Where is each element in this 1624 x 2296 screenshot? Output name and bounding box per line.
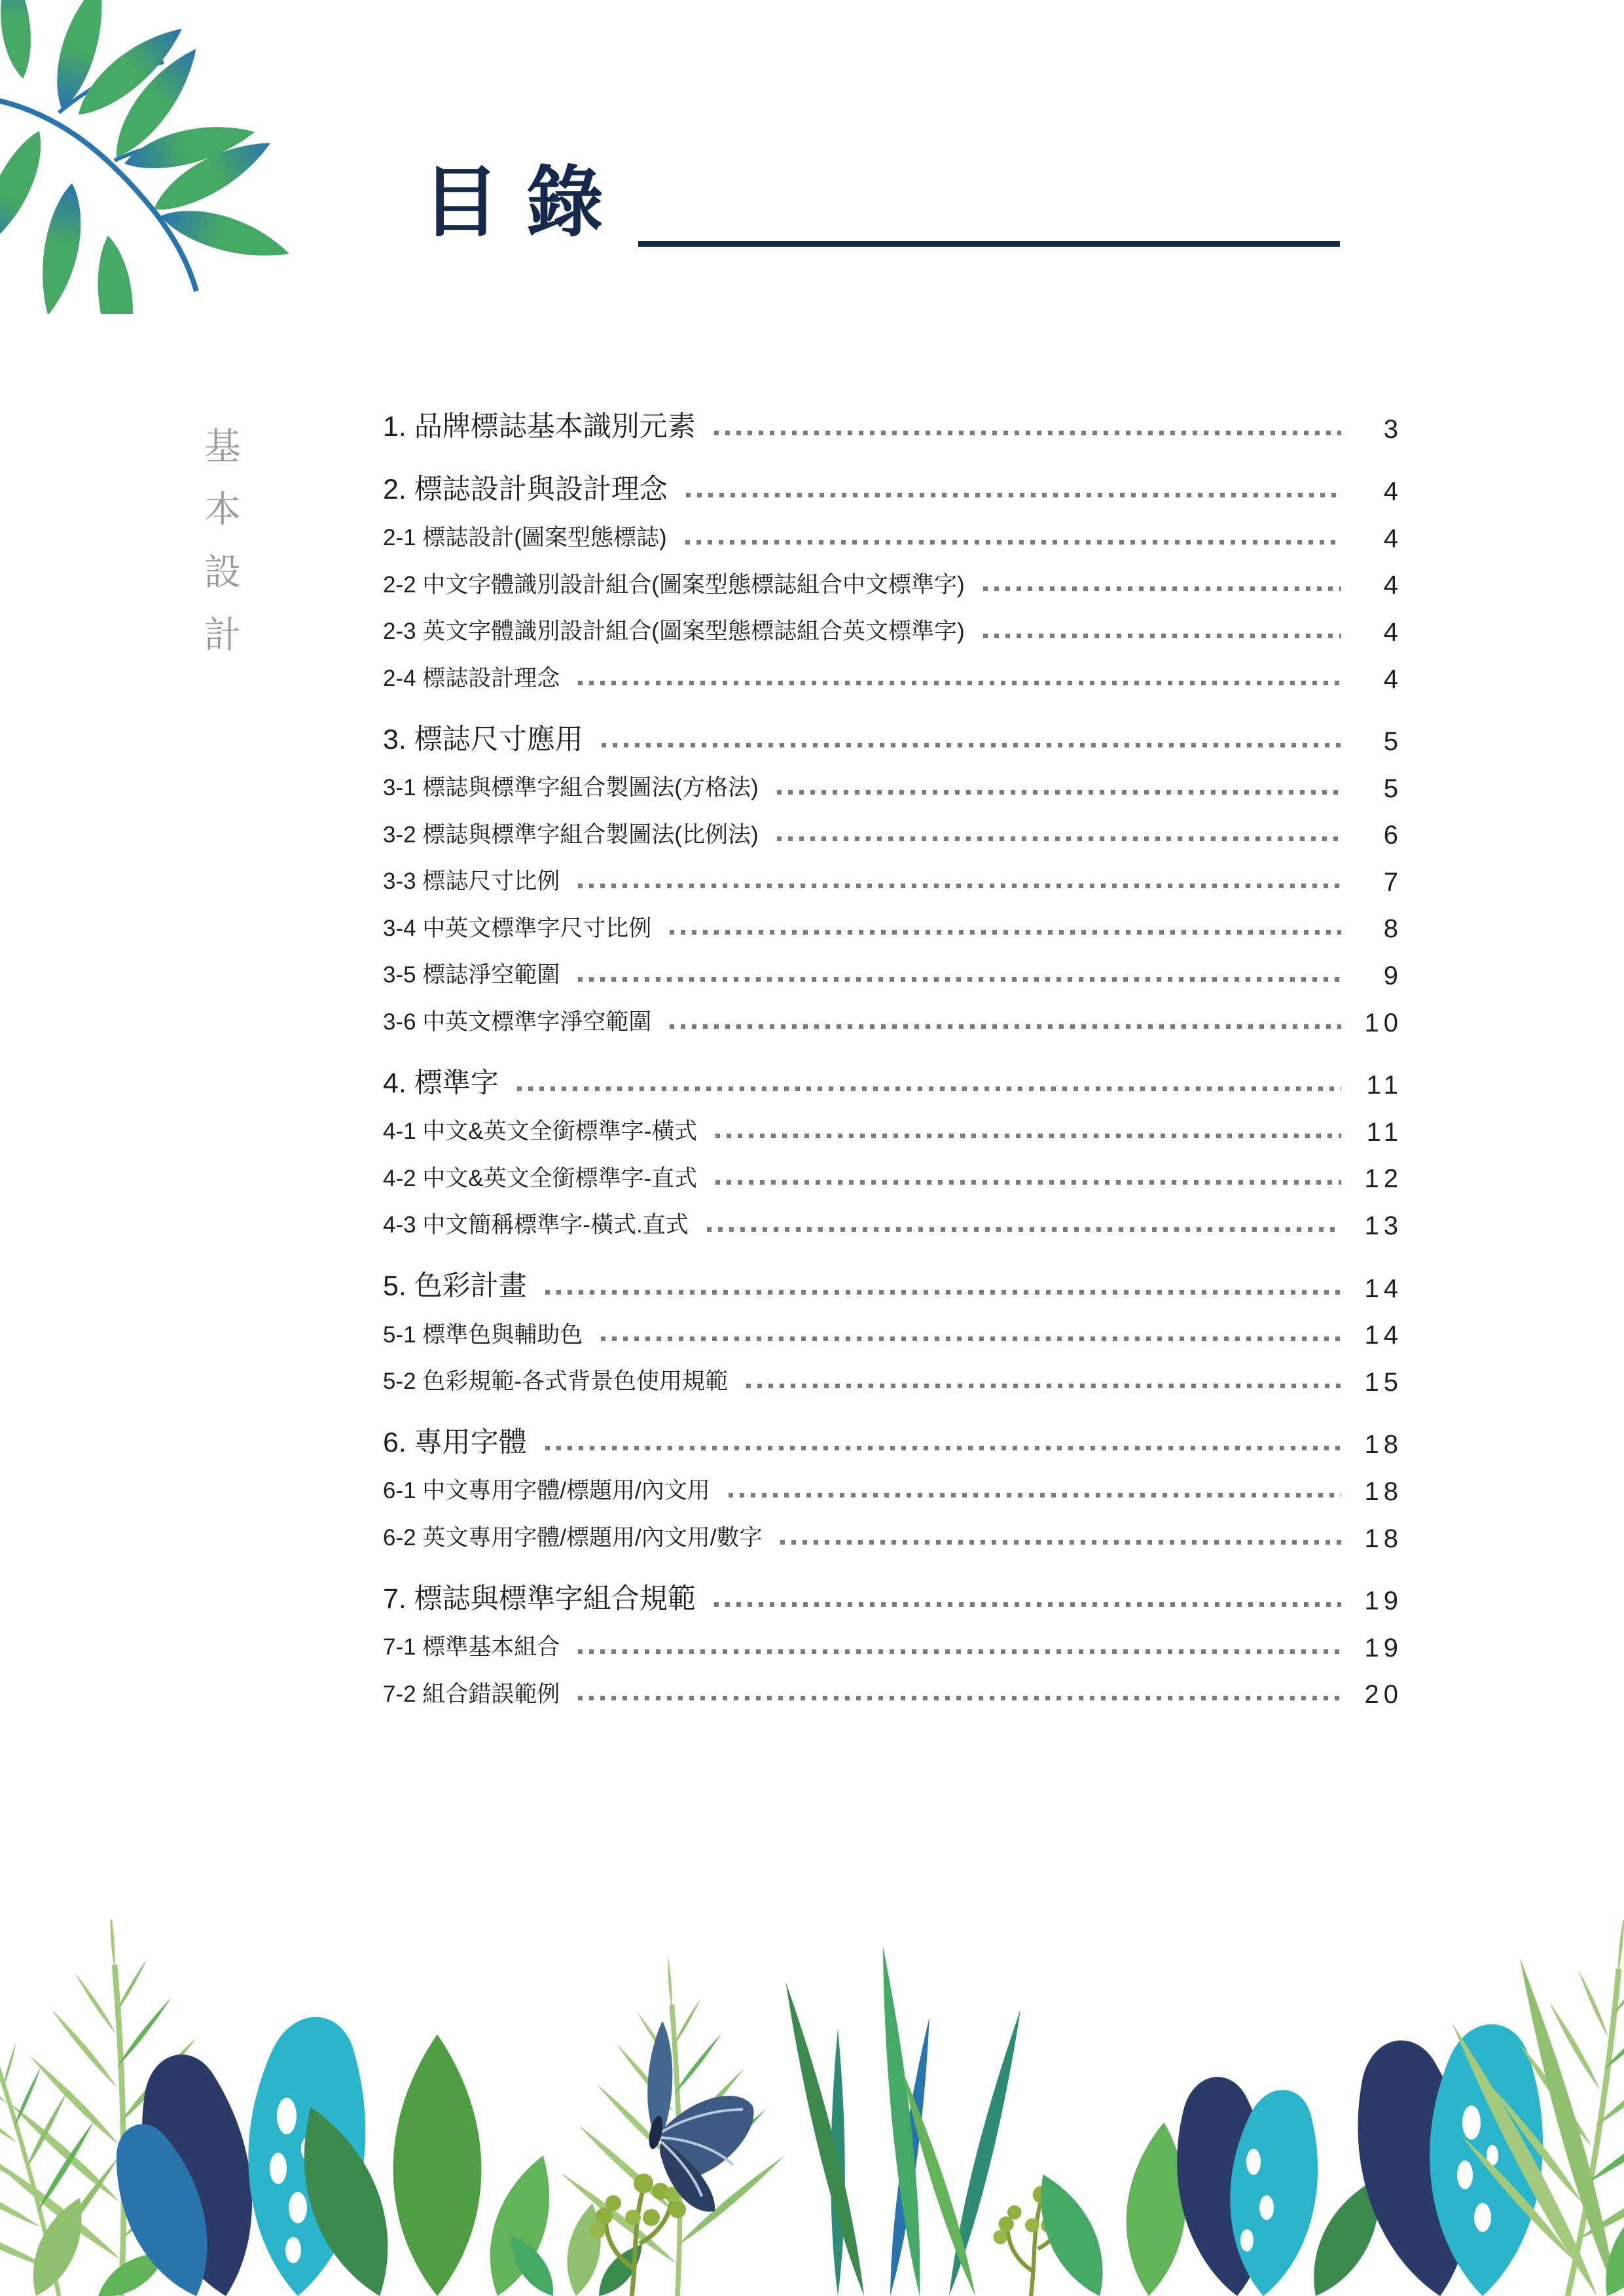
toc-entry[interactable]: [383, 1069, 1403, 1099]
toc-entry[interactable]: [383, 1009, 1403, 1036]
toc-entry-label: 3-3 標誌尺寸比例: [383, 869, 560, 895]
toc-dot-leader: [746, 1384, 1341, 1388]
toc-page-number: 10: [1364, 1008, 1403, 1037]
toc-entry[interactable]: [383, 869, 1403, 895]
toc-page-number: 14: [1364, 1274, 1403, 1303]
toc-page-number: 20: [1364, 1680, 1403, 1710]
toc-entry[interactable]: [383, 1681, 1403, 1708]
toc-entry[interactable]: [383, 1525, 1403, 1552]
toc-dot-leader: [777, 790, 1341, 795]
toc-entry-label: 3-2 標誌與標準字組合製圖法(比例法): [383, 821, 759, 848]
toc-entry[interactable]: [383, 962, 1403, 989]
toc-dot-leader: [545, 1446, 1341, 1450]
toc-entry[interactable]: [383, 1369, 1403, 1395]
toc-dot-leader: [670, 1024, 1341, 1029]
toc-dot-leader: [714, 431, 1341, 435]
toc-entry-label: 7-1 標準基本組合: [383, 1634, 560, 1660]
toc-entry-label: 4-1 中文&英文全銜標準字-橫式: [383, 1119, 698, 1145]
toc-dot-leader: [578, 977, 1341, 982]
toc-entry[interactable]: [383, 775, 1403, 802]
toc-entry-label: 7. 標誌與標準字組合規範: [383, 1583, 696, 1615]
toc-entry[interactable]: [383, 475, 1403, 505]
toc-page-number: 3: [1383, 414, 1403, 444]
toc-entry[interactable]: [383, 1212, 1403, 1239]
toc-entry[interactable]: [383, 1634, 1403, 1661]
toc-entry[interactable]: [383, 725, 1403, 755]
toc-entry-label: 6. 專用字體: [383, 1426, 527, 1458]
tropical-branch-decoration-icon: [0, 0, 314, 314]
toc-entry-label: 2-4 標誌設計理念: [383, 665, 560, 691]
toc-entry-label: 2-1 標誌設計(圖案型態標誌): [383, 525, 667, 551]
toc-entry-label: 6-2 英文專用字體/標題用/內文用/數字: [383, 1524, 763, 1551]
toc-dot-leader: [707, 1227, 1341, 1232]
toc-dot-leader: [517, 1086, 1341, 1091]
chapter-vertical-label: 基本設計: [200, 427, 241, 678]
toc-page-number: 13: [1364, 1211, 1403, 1241]
toc-entry[interactable]: [383, 1428, 1403, 1458]
toc-dot-leader: [729, 1493, 1341, 1498]
toc-entry-label: 2-2 中文字體識別設計組合(圖案型態標誌組合中文標準字): [383, 571, 965, 598]
butterfly-icon: [647, 2021, 754, 2212]
toc-entry-label: 3. 標誌尺寸應用: [383, 723, 583, 755]
toc-page-number: 7: [1383, 867, 1403, 897]
toc-dot-leader: [777, 836, 1341, 841]
toc-dot-leader: [578, 681, 1341, 685]
toc-page-number: 4: [1383, 477, 1403, 507]
toc-entry-label: 3-4 中英文標準字尺寸比例: [383, 915, 652, 941]
toc-entry-label: 3-5 標誌淨空範圍: [383, 962, 560, 988]
toc-dot-leader: [983, 634, 1341, 638]
toc-dot-leader: [715, 1180, 1341, 1185]
toc-dot-leader: [602, 743, 1341, 747]
toc-entry[interactable]: [383, 525, 1403, 552]
toc-page-number: 8: [1383, 914, 1403, 944]
toc-dot-leader: [601, 1336, 1341, 1341]
toc-entry[interactable]: [383, 1166, 1403, 1193]
toc-dot-leader: [780, 1540, 1341, 1545]
toc-page-number: 9: [1383, 961, 1403, 991]
toc-entry-label: 4. 標準字: [383, 1067, 499, 1099]
toc-entry[interactable]: [383, 1478, 1403, 1505]
toc-entry-label: 2. 標誌設計與設計理念: [383, 473, 668, 505]
toc-dot-leader: [715, 1134, 1341, 1138]
toc-page-number: 18: [1364, 1524, 1403, 1553]
toc-page-number: 11: [1366, 1117, 1403, 1147]
toc-entry-label: 5-2 色彩規範-各式背景色使用規範: [383, 1369, 728, 1395]
toc-entry-label: 4-2 中文&英文全銜標準字-直式: [383, 1165, 698, 1191]
toc-entry[interactable]: [383, 1585, 1403, 1615]
toc-page-number: 5: [1383, 774, 1403, 803]
toc-page-number: 4: [1383, 571, 1403, 600]
toc-page-number: 6: [1383, 821, 1403, 850]
toc-dot-leader: [545, 1290, 1341, 1295]
toc-entry-label: 3-6 中英文標準字淨空範圍: [383, 1009, 652, 1035]
toc-page-number: 18: [1364, 1430, 1403, 1460]
toc-entry[interactable]: [383, 916, 1403, 942]
toc-page-number: 4: [1383, 617, 1403, 647]
toc-dot-leader: [983, 586, 1341, 591]
toc-entry[interactable]: [383, 1272, 1403, 1302]
title-underline: [638, 241, 1340, 247]
toc-entry-label: 2-3 英文字體識別設計組合(圖案型態標誌組合英文標準字): [383, 619, 965, 645]
toc-page-number: 5: [1383, 727, 1403, 757]
toc-dot-leader: [686, 493, 1341, 497]
toc-dot-leader: [578, 884, 1341, 888]
toc-dot-leader: [670, 930, 1341, 935]
toc-page-number: 18: [1364, 1477, 1403, 1506]
toc-page-number: 14: [1364, 1321, 1403, 1350]
toc-entry[interactable]: [383, 412, 1403, 442]
toc-entry[interactable]: [383, 619, 1403, 645]
toc-entry-label: 5-1 標準色與輔助色: [383, 1321, 583, 1348]
toc-entry-label: 5. 色彩計畫: [383, 1270, 527, 1302]
toc-entry-label: 4-3 中文簡稱標準字-橫式.直式: [383, 1212, 689, 1238]
toc-page-number: 15: [1364, 1367, 1403, 1397]
toc-page-number: 11: [1366, 1071, 1403, 1100]
title-block: [422, 161, 1340, 246]
toc-page-number: 19: [1364, 1633, 1403, 1662]
toc-dot-leader: [685, 540, 1341, 545]
toc-page-number: 4: [1383, 524, 1403, 553]
toc-entry[interactable]: [383, 572, 1403, 599]
tropical-leaves-border-decoration-icon: [0, 1920, 1624, 2296]
toc-entry-label: 7-2 組合錯誤範例: [383, 1681, 560, 1707]
toc-page-number: 12: [1364, 1164, 1403, 1194]
table-of-contents: [383, 412, 1403, 1728]
toc-page-number: 19: [1364, 1587, 1403, 1616]
toc-entry[interactable]: [383, 666, 1403, 692]
toc-entry-label: 3-1 標誌與標準字組合製圖法(方格法): [383, 775, 759, 801]
toc-entry[interactable]: [383, 822, 1403, 849]
toc-dot-leader: [578, 1696, 1341, 1700]
toc-dot-leader: [714, 1602, 1341, 1607]
toc-entry-label: 1. 品牌標誌基本識別元素: [383, 411, 696, 442]
toc-entry-label: 6-1 中文專用字體/標題用/內文用: [383, 1478, 710, 1504]
page-title: 目 錄: [422, 160, 606, 246]
toc-entry[interactable]: [383, 1322, 1403, 1349]
toc-dot-leader: [578, 1649, 1341, 1654]
toc-entry[interactable]: [383, 1119, 1403, 1145]
toc-page-number: 4: [1383, 664, 1403, 694]
